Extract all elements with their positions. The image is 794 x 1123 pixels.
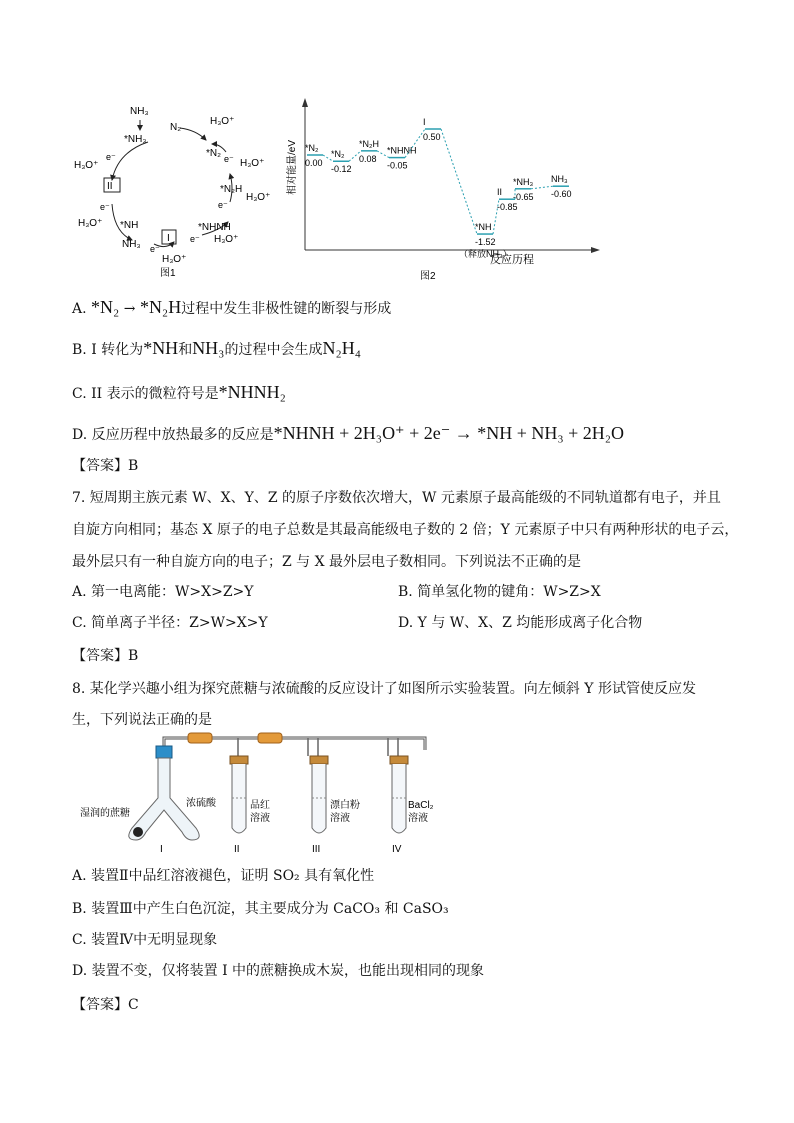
fig1-h3o-2: H₃O⁺ xyxy=(162,254,187,265)
test-tube-III xyxy=(312,764,326,833)
energy-level-value-1: -0.12 xyxy=(331,164,352,175)
energy-level-value-2: 0.08 xyxy=(359,153,377,164)
energy-level-label-3: *NHNH xyxy=(387,145,417,156)
q8-apparatus xyxy=(80,728,440,856)
q8-option-b: B. 装置Ⅲ中产生白色沉淀，其主要成分为 CaCO₃ 和 CaSO₃ xyxy=(72,901,449,917)
fig1-species-5: *NHNH xyxy=(198,222,231,233)
fig1-h3o-4: H₃O⁺ xyxy=(246,192,271,203)
fig1-species-2: N₂ xyxy=(170,122,182,133)
q6-answer: 【答案】B xyxy=(72,458,139,474)
label-acid: 浓硫酸 xyxy=(186,798,216,809)
q6-option-b: B. I 转化为*NH和NH₃的过程中会生成N₂H₄ xyxy=(72,338,362,358)
label-tube3-b: 溶液 xyxy=(330,813,350,824)
energy-level-value-3: -0.05 xyxy=(387,160,408,171)
fig2-caption: 图2 xyxy=(420,271,436,282)
numeral-II: II xyxy=(234,844,240,855)
test-tube-IV xyxy=(392,764,406,833)
test-tube-II xyxy=(232,764,246,833)
y-axis-arrow xyxy=(302,98,308,107)
label-wet-sugar: 湿润的蔗糖 xyxy=(80,808,130,819)
energy-level-value-7: -0.65 xyxy=(513,191,534,202)
label-tube2-b: 溶液 xyxy=(250,813,270,824)
label-tube2-a: 品红 xyxy=(250,800,270,811)
fig1-species-7: NH₃ xyxy=(122,239,141,250)
energy-connector-7 xyxy=(531,186,553,189)
energy-level-label-4: I xyxy=(423,117,426,127)
energy-connector-4 xyxy=(441,129,477,234)
q8-option-c: C. 装置Ⅳ中无明显现象 xyxy=(72,932,218,948)
energy-level-label-1: *N₂ xyxy=(331,149,345,160)
fig1-species-3: *N₂ xyxy=(206,148,221,159)
sugar xyxy=(133,827,143,837)
stopper-IV xyxy=(390,756,408,764)
label-tube4-a: BaCl₂ xyxy=(408,800,434,811)
fig1-species-0: NH₃ xyxy=(130,106,149,117)
numeral-III: III xyxy=(312,844,321,855)
stopper-III xyxy=(310,756,328,764)
q6-option-c: C. II 表示的微粒符号是*NHNH₂ xyxy=(72,382,286,402)
q8-option-d: D. 装置不变，仅将装置 I 中的蔗糖换成木炭，也能出现相同的现象 xyxy=(72,963,485,979)
energy-level-label-2: *N₂H xyxy=(359,138,379,149)
connector-1 xyxy=(188,733,212,743)
label-tube3-a: 漂白粉 xyxy=(330,800,360,811)
q6-option-a: A. *N₂ → *N₂H过程中发生非极性键的断裂与形成 xyxy=(72,297,392,317)
release-note: （释放NH₃） xyxy=(459,249,512,260)
numeral-IV: IV xyxy=(392,844,402,855)
q8-stem-2: 生，下列说法正确的是 xyxy=(72,712,212,728)
stopper-II xyxy=(230,756,248,764)
energy-level-label-7: *NH₃ xyxy=(513,176,534,187)
numeral-I: I xyxy=(160,844,163,855)
fig1-species-1: *NH₃ xyxy=(124,134,147,145)
fig1-h3o-3: H₃O⁺ xyxy=(214,234,239,245)
fig1-species-4: *N₂H xyxy=(220,184,243,195)
q7-option-c: C. 简单离子半径：Z>W>X>Y xyxy=(72,615,268,631)
energy-level-value-8: -0.60 xyxy=(551,189,572,200)
y-tube-stopper xyxy=(156,746,172,758)
fig1-e-3: e⁻ xyxy=(190,234,200,244)
fig1-h3o-5: H₃O⁺ xyxy=(240,158,265,169)
energy-level-label-6: II xyxy=(497,187,503,198)
box-I-label: I xyxy=(167,233,170,244)
figure-1-cycle xyxy=(70,92,285,282)
fig1-h3o-6: H₃O⁺ xyxy=(210,116,235,127)
q7-option-a: A. 第一电离能：W>X>Z>Y xyxy=(72,584,254,600)
fig1-e-4: e⁻ xyxy=(218,200,228,210)
x-axis-arrow xyxy=(591,247,600,253)
q7-stem-1: 7. 短周期主族元素 W、X、Y、Z 的原子序数依次增大，W 元素原子最高能级的不同轨道都有电子，并且 xyxy=(72,490,721,506)
q7-option-b: B. 简单氢化物的键角：W>Z>X xyxy=(398,584,601,600)
energy-level-label-5: *NH xyxy=(475,222,492,233)
x-axis-label: 反应历程 xyxy=(490,254,534,266)
q7-answer: 【答案】B xyxy=(72,648,139,664)
energy-level-value-4: 0.50 xyxy=(423,132,441,142)
energy-level-label-8: NH₃ xyxy=(551,174,568,185)
fig1-e-0: e⁻ xyxy=(106,152,116,162)
connector-2 xyxy=(258,733,282,743)
q7-stem-2: 自旋方向相同；基态 X 原子的电子总数是其最高能级电子数的 2 倍；Y 元素原子中只有两种形状的电子云， xyxy=(72,522,739,538)
label-tube4-b: 溶液 xyxy=(408,813,428,824)
figure-2-energy-profile xyxy=(285,95,605,285)
q8-stem-1: 8. 某化学兴趣小组为探究蔗糖与浓硫酸的反应设计了如图所示实验装置。向左倾斜 Y 形试管使反应发 xyxy=(72,681,696,697)
q6-option-d: D. 反应历程中放热最多的反应是*NHNH + 2H₃O⁺ + 2e⁻ → *NH + NH₃ + 2H₂O xyxy=(72,423,625,443)
q7-stem-3: 最外层只有一种自旋方向的电子；Z 与 X 最外层电子数相同。下列说法不正确的是 xyxy=(72,554,582,570)
fig1-h3o-0: H₃O⁺ xyxy=(74,160,99,171)
q8-answer: 【答案】C xyxy=(72,997,139,1013)
fig1-species-6: *NH xyxy=(120,220,139,231)
fig1-e-5: e⁻ xyxy=(224,154,234,164)
box-II-label: II xyxy=(107,181,113,192)
q7-option-d: D. Y 与 W、X、Z 均能形成离子化合物 xyxy=(398,615,643,631)
energy-level-value-5: -1.52 xyxy=(475,237,496,248)
energy-level-value-0: 0.00 xyxy=(305,158,323,168)
fig1-caption: 图1 xyxy=(160,268,176,279)
fig1-h3o-1: H₃O⁺ xyxy=(78,218,103,229)
energy-level-value-6: -0.85 xyxy=(497,202,518,213)
q8-option-a: A. 装置Ⅱ中品红溶液褪色，证明 SO₂ 具有氧化性 xyxy=(72,868,375,884)
fig1-e-2: e⁻ xyxy=(150,244,160,254)
energy-level-label-0: *N₂ xyxy=(305,143,319,153)
y-axis-label: 相对能量/eV xyxy=(287,139,298,195)
fig1-e-1: e⁻ xyxy=(100,202,110,212)
